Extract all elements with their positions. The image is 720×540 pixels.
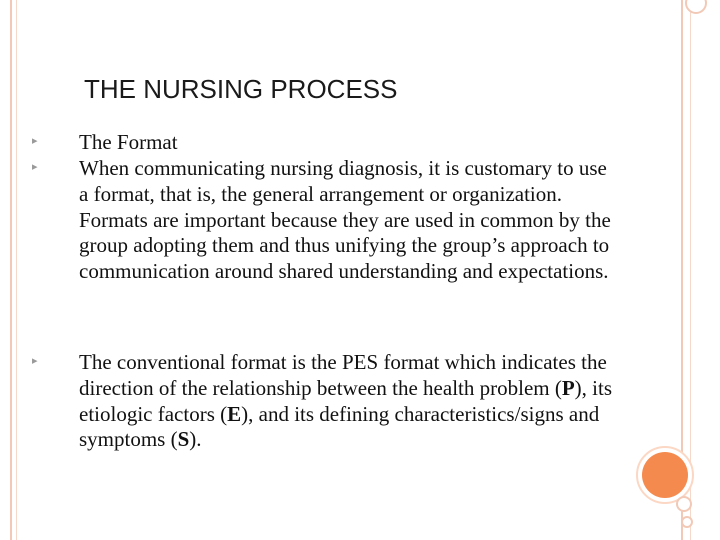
slide-title: THE NURSING PROCESS — [84, 74, 398, 104]
bullet-text: When communicating nursing diagnosis, it is customary to use a format, that is, the general arrangement or organization. Formats are important because they are used in common by the group adopting them and thus unifying the group’s approach to communication around shared understanding and expectations. — [79, 156, 611, 284]
bullet-text: The Format — [79, 130, 178, 154]
left-frame-border — [10, 0, 12, 540]
bullet-arrow-icon: ▸ — [32, 134, 38, 147]
decorative-circle-top-icon — [685, 0, 707, 14]
left-frame-border-inner — [16, 0, 17, 540]
pes-letter-e: E — [227, 401, 242, 426]
right-vertical-rule-inner — [690, 0, 691, 540]
decorative-small-circle-icon — [676, 496, 692, 512]
pes-letter-p: P — [561, 375, 575, 400]
bullet-text: The conventional format is the PES format which indicates the direction of the relationship between the health problem (P), its etiologic factors (E), and its defining characteristics/signs and symptoms (S). — [79, 350, 613, 452]
pes-letter-s: S — [177, 427, 190, 452]
decorative-tiny-circle-icon — [681, 516, 693, 528]
bullet-arrow-icon: ▸ — [32, 160, 38, 173]
bullet-arrow-icon: ▸ — [32, 354, 38, 367]
decorative-orange-circle-icon — [642, 452, 688, 498]
